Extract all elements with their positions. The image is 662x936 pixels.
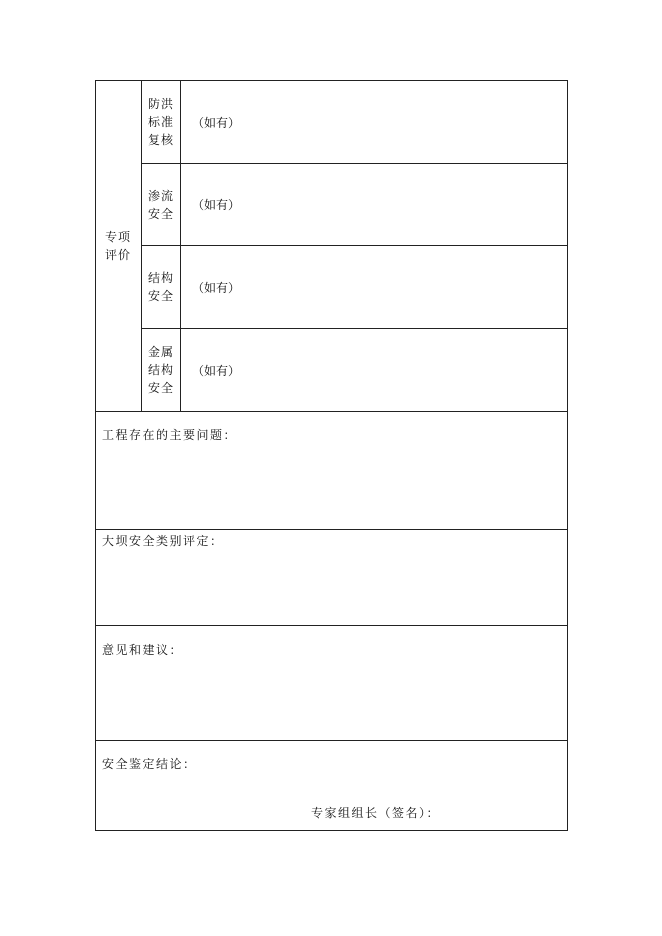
row-structure-note: （如有） (192, 281, 241, 295)
divider-row-1 (141, 163, 568, 164)
row-seepage-label-1: 渗流 (147, 189, 174, 203)
signature-line: 专家组组长（签名）： (311, 806, 441, 820)
special-eval-label-line2: 评价 (104, 248, 131, 262)
conclusion-heading: 安全鉴定结论： (102, 757, 197, 771)
divider-section-1 (95, 411, 568, 412)
row-structure-label (141, 269, 181, 305)
row-metal-label-3: 安全 (147, 381, 174, 395)
row-flood-label (141, 95, 181, 149)
special-eval-label (96, 228, 140, 264)
row-flood-label-1: 防洪 (147, 97, 174, 111)
row-seepage-label-2: 安全 (147, 207, 174, 221)
row-flood-label-2: 标准 (147, 115, 174, 129)
row-flood-label-3: 复核 (147, 133, 174, 147)
row-metal-label-2: 结构 (147, 363, 174, 377)
divider-section-4 (95, 740, 568, 741)
row-seepage-note: （如有） (192, 198, 241, 212)
special-eval-label-line1: 专项 (104, 230, 131, 244)
divider-section-3 (95, 625, 568, 626)
opinions-heading: 意见和建议： (102, 643, 184, 657)
divider-row-2 (141, 245, 568, 246)
divider-section-2 (95, 529, 568, 530)
row-seepage-label (141, 187, 181, 223)
row-structure-label-2: 安全 (147, 289, 174, 303)
row-structure-label-1: 结构 (147, 271, 174, 285)
main-problems-heading: 工程存在的主要问题： (102, 428, 238, 442)
row-flood-note: （如有） (192, 116, 241, 130)
row-metal-label-1: 金属 (147, 345, 174, 359)
divider-row-3 (141, 328, 568, 329)
dam-category-heading: 大坝安全类别评定： (102, 534, 224, 548)
row-metal-note: （如有） (192, 364, 241, 378)
row-metal-label (141, 343, 181, 397)
